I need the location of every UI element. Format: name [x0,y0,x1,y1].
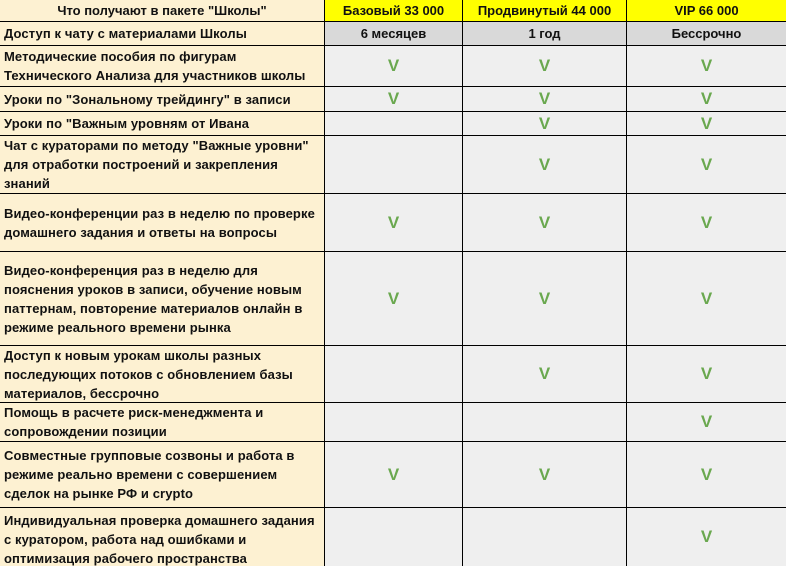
value-cell-advanced [463,46,627,87]
value-cell-basic [325,194,463,252]
check-icon: V [700,154,713,174]
feature-label: Доступ к чату с материалами Школы [4,26,247,41]
value-cell-advanced [463,508,627,566]
value-cell-advanced [463,194,627,252]
feature-label: Видео-конференции раз в неделю по проверке домашнего задания и ответы на вопросы [4,205,315,240]
check-icon: V [387,464,400,484]
value-cell-basic [325,346,463,403]
duration-cell-advanced [463,22,627,46]
check-icon: V [387,288,400,308]
feature-label: Индивидуальная проверка домашнего задания с куратором, работа над ошибками и оптимизация рабочего пространства [4,513,315,566]
header-plan-vip [627,0,786,22]
check-icon: V [387,56,400,75]
header-label-cell [0,0,325,22]
check-icon: V [700,56,713,75]
check-icon: V [700,288,713,308]
value-cell-basic [325,403,463,442]
check-icon: V [700,364,713,383]
feature-label: Видео-конференция раз в неделю для пояснения уроков в записи, обучение новым паттернам, повторение материалов онлайн в режиме реального времени рынка [4,262,303,335]
plan-name: VIP 66 000 [674,3,739,18]
check-icon: V [387,212,400,232]
feature-label: Чат с кураторами по методу "Важные уровни" для отработки построений и закрепления знаний [4,138,309,191]
value-cell-vip [627,252,786,346]
check-icon: V [538,154,551,174]
value-cell-advanced [463,346,627,403]
feature-label: Уроки по "Зональному трейдингу" в записи [4,91,291,107]
value-cell-vip [627,136,786,194]
feature-label: Помощь в расчете риск-менеджмента и сопровождении позиции [4,405,264,439]
header-plan-basic [325,0,463,22]
plan-name: Базовый 33 000 [342,3,445,18]
header-label: Что получают в пакете "Школы" [57,3,267,18]
value-cell-basic [325,46,463,87]
check-icon: V [700,212,713,232]
duration-value: 6 месяцев [360,26,427,41]
check-icon: V [538,89,551,108]
check-icon: V [538,113,551,133]
value-cell-advanced [463,252,627,346]
value-cell-vip [627,194,786,252]
value-cell-vip [627,508,786,566]
feature-cell [0,442,325,508]
check-icon: V [700,113,713,133]
duration-value: 1 год [528,26,561,41]
feature-cell [0,87,325,112]
check-icon: V [538,288,551,308]
value-cell-vip [627,46,786,87]
value-cell-basic [325,508,463,566]
value-cell-vip [627,442,786,508]
check-icon: V [538,56,551,75]
check-icon: V [700,464,713,484]
check-icon: V [700,89,713,108]
header-plan-advanced [463,0,627,22]
value-cell-vip [627,403,786,442]
check-icon: V [700,412,713,431]
value-cell-basic [325,87,463,112]
duration-cell-basic [325,22,463,46]
feature-cell [0,403,325,442]
feature-cell [0,46,325,87]
value-cell-advanced [463,136,627,194]
value-cell-basic [325,442,463,508]
value-cell-advanced [463,403,627,442]
check-icon: V [538,464,551,484]
check-icon: V [387,89,400,108]
value-cell-vip [627,346,786,403]
feature-label: Доступ к новым урокам школы разных последующих потоков с обновлением базы материалов, бессрочно [4,347,293,401]
value-cell-basic [325,112,463,136]
value-cell-basic [325,136,463,194]
plan-name: Продвинутый 44 000 [477,3,612,18]
check-icon: V [538,364,551,383]
value-cell-basic [325,252,463,346]
feature-cell [0,22,325,46]
feature-label: Уроки по "Важным уровням от Ивана [4,116,250,131]
feature-label: Методические пособия по фигурам Технического Анализа для участников школы [4,49,306,83]
value-cell-advanced [463,112,627,136]
duration-value: Бессрочно [671,26,742,41]
value-cell-advanced [463,87,627,112]
feature-cell [0,346,325,403]
feature-cell [0,252,325,346]
value-cell-vip [627,112,786,136]
duration-cell-vip [627,22,786,46]
feature-label: Совместные групповые созвоны и работа в режиме реально времени с совершением сделок на рынке РФ и crypto [4,448,295,501]
feature-cell [0,508,325,566]
value-cell-vip [627,87,786,112]
feature-cell [0,112,325,136]
check-icon: V [538,212,551,232]
feature-cell [0,194,325,252]
check-icon: V [700,527,713,546]
feature-cell [0,136,325,194]
value-cell-advanced [463,442,627,508]
